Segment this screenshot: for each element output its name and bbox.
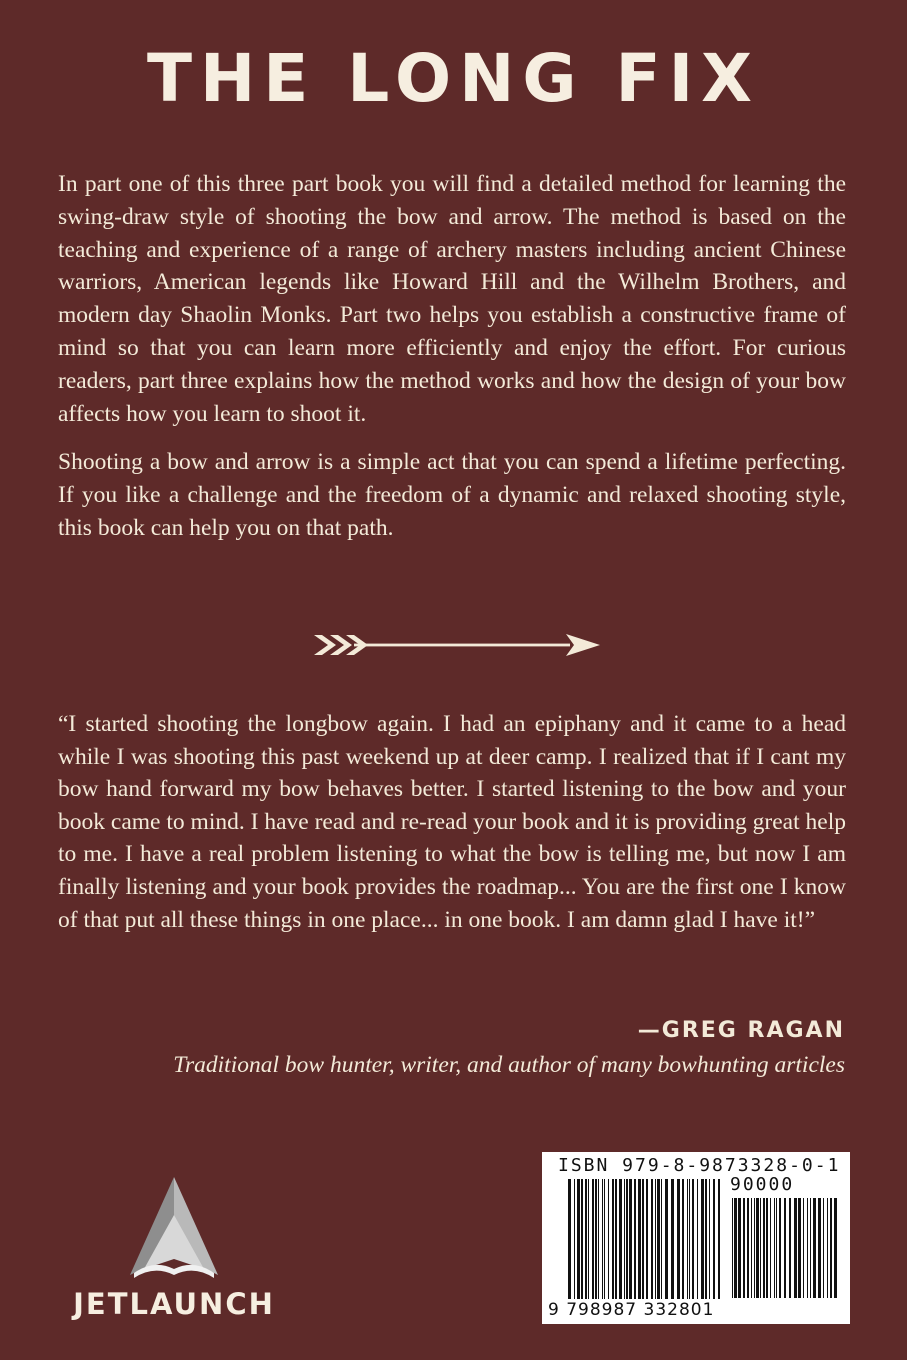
barcode-bar — [612, 1179, 614, 1299]
description-paragraph-1: In part one of this three part book you will find a detailed method for learning the swing-draw style of shooting the bow and arrow. The method is based on the teaching and experience of a range of archery masters including ancient Chinese warriors, American legends like Howard Hill and the Wilhelm Brothers, and modern day Shaolin Monks. Part two helps you establish a constructive frame of mind so that you can learn more efficiently and enjoy the effort. For curious readers, part three explains how the method works and how the design of your bow affects how you learn to shoot it. — [58, 171, 846, 427]
barcode-bar — [642, 1179, 644, 1299]
barcode-bar — [689, 1179, 690, 1299]
barcode-bar — [626, 1179, 628, 1299]
barcode-bar — [619, 1179, 622, 1299]
barcode-bar — [697, 1179, 698, 1299]
barcode-bar — [634, 1179, 636, 1299]
description-paragraph-2: Shooting a bow and arrow is a simple act that you can spend a lifetime perfecting. If you like a challenge and the freedom of a dynamic and relaxed shooting style, this book can help you on that path. — [58, 449, 846, 541]
barcode-bar — [743, 1198, 745, 1298]
barcode-bar — [774, 1198, 775, 1298]
barcode-bar — [784, 1198, 786, 1298]
barcode-digits: 9 798987 332801 — [548, 1300, 715, 1320]
barcode-bar — [810, 1198, 811, 1298]
barcode-bar — [588, 1179, 589, 1299]
publisher-name: JETLAUNCH — [73, 1287, 275, 1321]
barcode-bar — [803, 1198, 804, 1298]
barcode-bar — [615, 1179, 617, 1299]
book-title: THE LONG FIX — [146, 40, 761, 117]
barcode-bar — [671, 1179, 674, 1299]
barcode-bar — [608, 1179, 609, 1299]
barcode-bar — [646, 1179, 648, 1299]
barcode-bar — [823, 1198, 824, 1298]
barcode-bar — [577, 1179, 580, 1299]
barcode-bar — [709, 1179, 710, 1299]
barcode-bar — [813, 1198, 816, 1298]
barcode-bar — [665, 1179, 668, 1299]
barcode-bar — [661, 1179, 662, 1299]
barcode-bar — [794, 1198, 797, 1298]
barcode-bar — [604, 1179, 605, 1299]
barcode-bar — [747, 1198, 749, 1298]
barcode-bar — [779, 1198, 781, 1298]
barcode-bar — [789, 1198, 791, 1298]
barcode-bar — [734, 1198, 737, 1298]
barcode-bar — [624, 1179, 625, 1299]
testimonial-quote: “I started shooting the longbow again. I had an epiphany and it came to a head while I was shooting this past weekend up at deer camp. I realized that if I cant my bow hand forward my bow behaves better. I started listening to the bow and your book came to mind. I have read and re-read your book and it is providing great help to me. I have a real problem listening to what the bow is telling me, but now I am finally listening and your book provides the roadmap... You are the first one I know of that put all these things in one place... in one book. I am damn glad I have it!” — [58, 711, 846, 933]
barcode-bar — [651, 1179, 653, 1299]
barcode-bar — [834, 1198, 837, 1298]
barcode-bar — [756, 1198, 759, 1298]
barcode-bar — [574, 1179, 575, 1299]
barcode-bar — [713, 1179, 715, 1299]
testimonial-author: —GREG RAGAN — [637, 1018, 845, 1043]
barcode-bar — [818, 1198, 821, 1298]
barcode-bar — [732, 1198, 733, 1298]
barcode-bar — [602, 1179, 603, 1299]
barcode-bar — [827, 1198, 828, 1298]
barcode-bar — [751, 1198, 752, 1298]
barcode-bar — [763, 1198, 765, 1298]
barcode-bar — [655, 1179, 656, 1299]
barcode-bar — [754, 1198, 755, 1298]
barcode-bar — [585, 1179, 587, 1299]
barcode-bar — [766, 1198, 768, 1298]
barcode-bar — [568, 1179, 571, 1299]
arrow-divider-icon — [310, 630, 602, 660]
barcode-bar — [592, 1179, 594, 1299]
barcode-bar — [629, 1179, 632, 1299]
barcode-bar — [776, 1198, 777, 1298]
barcode-bar — [830, 1198, 832, 1298]
barcode-bar — [760, 1198, 761, 1298]
barcode-bar — [718, 1179, 720, 1299]
barcode-bar — [595, 1179, 597, 1299]
barcode-bar — [581, 1179, 583, 1299]
barcode-bar — [798, 1198, 801, 1298]
barcode-bar — [598, 1179, 599, 1299]
barcode-bar — [807, 1198, 808, 1298]
book-description — [58, 168, 846, 561]
isbn-barcode — [542, 1152, 850, 1324]
barcode-bar — [738, 1198, 741, 1298]
jetlaunch-logo-icon — [126, 1175, 222, 1279]
barcode-bar — [770, 1198, 771, 1298]
barcode-bar — [692, 1179, 694, 1299]
barcode-bar — [701, 1179, 704, 1299]
barcode-bar — [657, 1179, 660, 1299]
barcode-bar — [687, 1179, 688, 1299]
barcode-bars-main — [568, 1179, 724, 1299]
barcode-bars-addon — [732, 1198, 840, 1298]
barcode-bar — [705, 1179, 707, 1299]
publisher-logo — [56, 1175, 292, 1325]
testimonial-author-description: Traditional bow hunter, writer, and author of many bowhunting articles — [173, 1052, 845, 1078]
isbn-number: ISBN 979-8-9873328-0-1 — [558, 1155, 841, 1176]
barcode-bar — [677, 1179, 680, 1299]
price-code: 90000 — [730, 1174, 795, 1195]
barcode-bar — [638, 1179, 641, 1299]
barcode-bar — [682, 1179, 684, 1299]
